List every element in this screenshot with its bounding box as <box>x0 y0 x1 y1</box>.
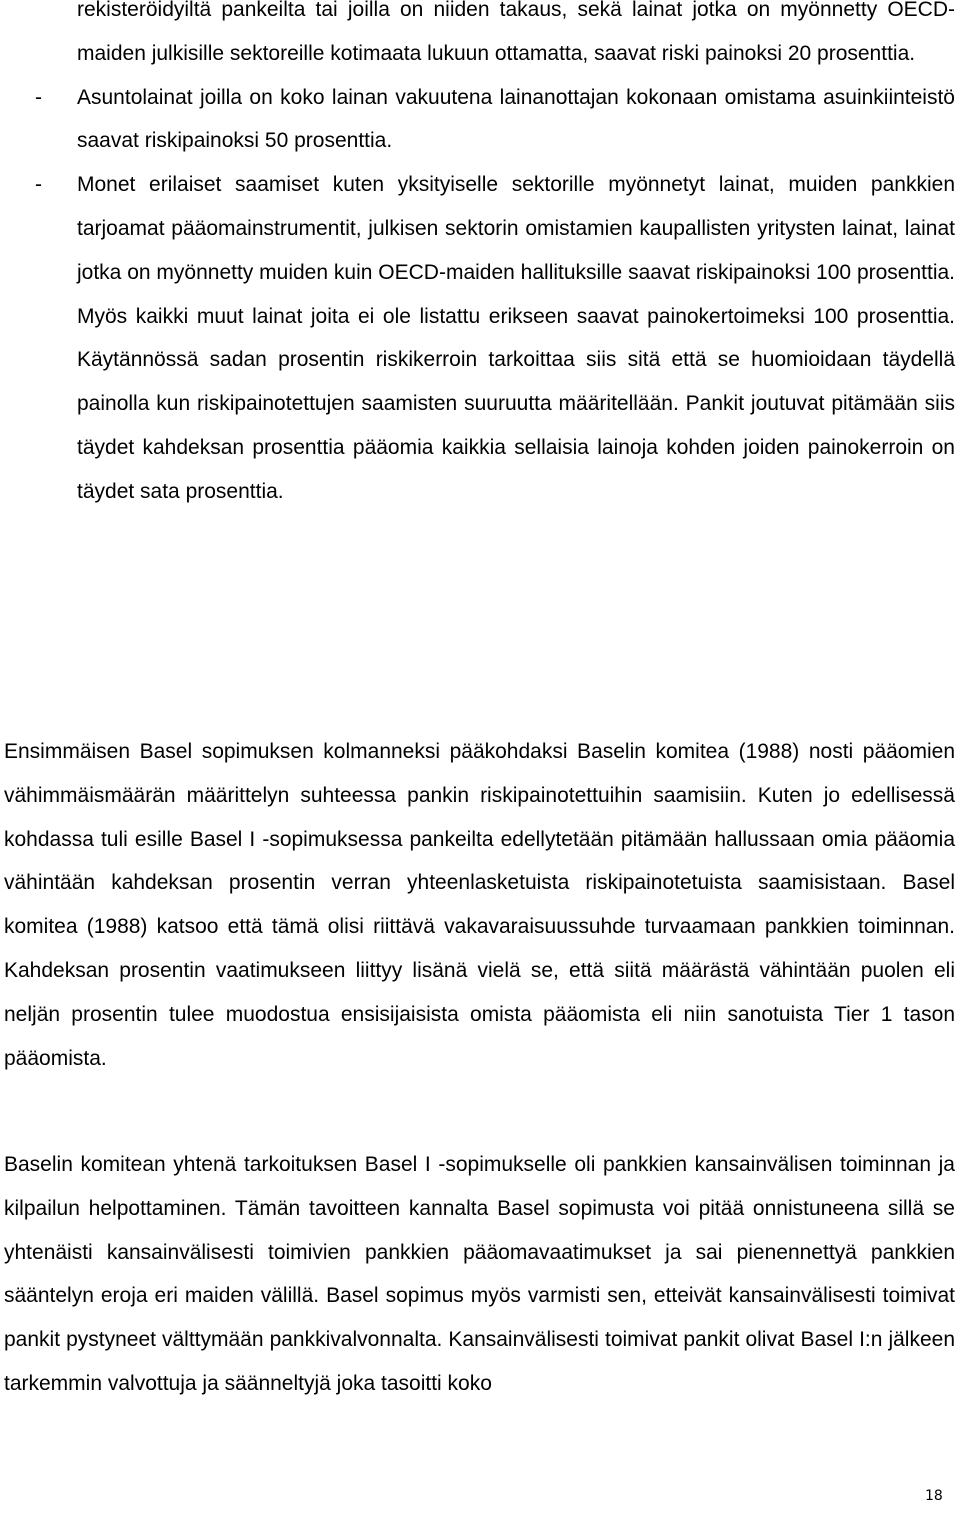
risk-weight-list <box>35 0 955 514</box>
list-item <box>35 76 955 164</box>
list-item-text: Asuntolainat joilla on koko lainan vakuutena lainanottajan kokonaan omistama asuinkiinteistö saavat riskipainoksi 50 prosenttia. <box>77 85 955 153</box>
list-item-text: Monet erilaiset saamiset kuten yksityiselle sektorille myönnetyt lainat, muiden pankkien tarjoamat pääomainstrumentit, julkisen sektorin omistamien kaupallisten yritysten lainat, lainat jotka on myönnetty muiden kuin OECD-maiden hallituksille saavat riskipainoksi 100 prosenttia. Myös kaikki muut lainat joita ei ole listattu erikseen saavat painokertoimeksi 100 prosenttia. Käytännössä sadan prosentin riskikerroin tarkoittaa siis sitä että se huomioidaan täydellä painolla kun riskipainotettujen saamisten suuruutta määritellään. Pankit joutuvat pitämään siis täydet kahdeksan prosenttia pääomia kaikkia sellaisia lainoja kohden joiden painokerroin on täydet sata prosenttia. <box>77 173 955 503</box>
body-paragraph: Baselin komitean yhtenä tarkoituksen Basel I -sopimukselle oli pankkien kansainvälisen toiminnan ja kilpailun helpottaminen. Tämän tavoitteen kannalta Basel sopimusta voi pitää onnistuneena sillä se yhtenäisti kansainvälisesti toimivien pankkien pääomavaatimukset ja sai pienennettyä pankkien sääntelyn eroja eri maiden välillä. Basel sopimus myös varmisti sen, etteivät kansainvälisesti toimivat pankit pystyneet välttymään pankkivalvonnalta. Kansainvälisesti toimivat pankit olivat Basel I:n jälkeen tarkemmin valvottuja ja säänneltyjä joka tasoitti koko <box>4 1153 955 1395</box>
list-dash: - <box>35 85 42 109</box>
list-item-continuation: rekisteröidyiltä pankeilta tai joilla on niiden takaus, sekä lainat jotka on myönnetty OECD-maiden julkisille sektoreille kotimaata lukuun ottamatta, saavat riski painoksi 20 prosenttia. <box>77 0 955 65</box>
list-item <box>35 163 955 513</box>
list-dash: - <box>35 173 42 197</box>
page-number: 18 <box>925 1488 943 1504</box>
body-paragraph: Ensimmäisen Basel sopimuksen kolmanneksi pääkohdaksi Baselin komitea (1988) nosti pääomien vähimmäismäärän määrittelyn suhteessa pankin riskipainotettuihin saamisiin. Kuten jo edellisessä kohdassa tuli esille Basel I -sopimuksessa pankeilta edellytetään pitämään hallussaan omia pääomia vähintään kahdeksan prosentin verran yhteenlasketuista riskipainotetuista saamisistaan. Basel komitea (1988) katsoo että tämä olisi riittävä vakavaraisuussuhde turvaamaan pankkien toiminnan. Kahdeksan prosentin vaatimukseen liittyy lisänä vielä se, että siitä määrästä vähintään puolen eli neljän prosentin tulee muodostua ensisijaisista omista pääomista eli niin sanotuista Tier 1 tason pääomista. <box>4 740 955 1070</box>
